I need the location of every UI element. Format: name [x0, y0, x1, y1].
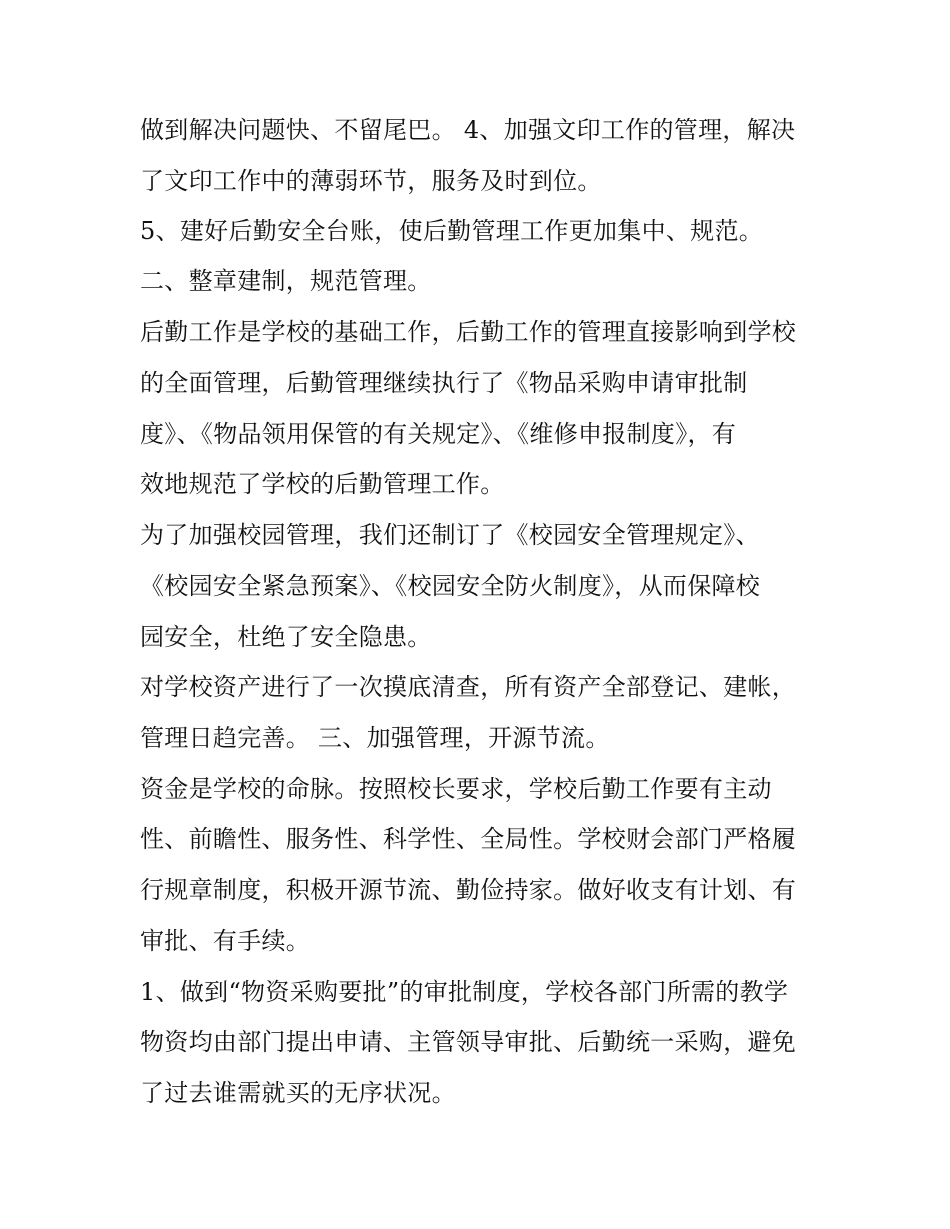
text-line: 性、前瞻性、服务性、科学性、全局性。学校财会部门严格履 — [140, 825, 797, 853]
text-line: 资金是学校的命脉。按照校长要求，学校后勤工作要有主动 — [140, 775, 772, 803]
text-line: 《校园安全紧急预案》、《校园安全防火制度》，从而保障校 — [140, 572, 761, 600]
text-line: 了文印工作中的薄弱环节，服务及时到位。 — [140, 167, 602, 195]
text-line: 审批、有手续。 — [140, 927, 311, 955]
text-line: 做到解决问题快、不留尾巴。 4、加强文印工作的管理，解决 — [140, 116, 796, 144]
text-line: 对学校资产进行了一次摸底清查，所有资产全部登记、建帐， — [140, 673, 797, 701]
section-heading: 二、整章建制，规范管理。 — [140, 267, 432, 295]
text-line: 园安全，杜绝了安全隐患。 — [140, 623, 432, 651]
text-line: 的全面管理，后勤管理继续执行了《物品采购申请审批制 — [140, 369, 748, 397]
text-line: 管理日趋完善。 三、加强管理，开源节流。 — [140, 724, 610, 752]
text-line: 物资均由部门提出申请、主管领导审批、后勤统一采购，避免 — [140, 1028, 797, 1056]
text-line: 为了加强校园管理，我们还制订了《校园安全管理规定》、 — [140, 521, 760, 549]
text-line: 5、建好后勤安全台账，使后勤管理工作更加集中、规范。 — [140, 217, 764, 245]
text-line: 效地规范了学校的后勤管理工作。 — [140, 470, 505, 498]
text-line: 行规章制度，积极开源节流、勤俭持家。做好收支有计划、有 — [140, 876, 797, 904]
text-line: 1、做到“物资采购要批”的审批制度，学校各部门所需的教学 — [140, 978, 789, 1006]
text-line: 了过去谁需就买的无序状况。 — [140, 1079, 456, 1107]
text-line: 度》、《物品领用保管的有关规定》、《维修申报制度》，有 — [140, 420, 737, 448]
text-line: 后勤工作是学校的基础工作，后勤工作的管理直接影响到学校 — [140, 318, 797, 346]
